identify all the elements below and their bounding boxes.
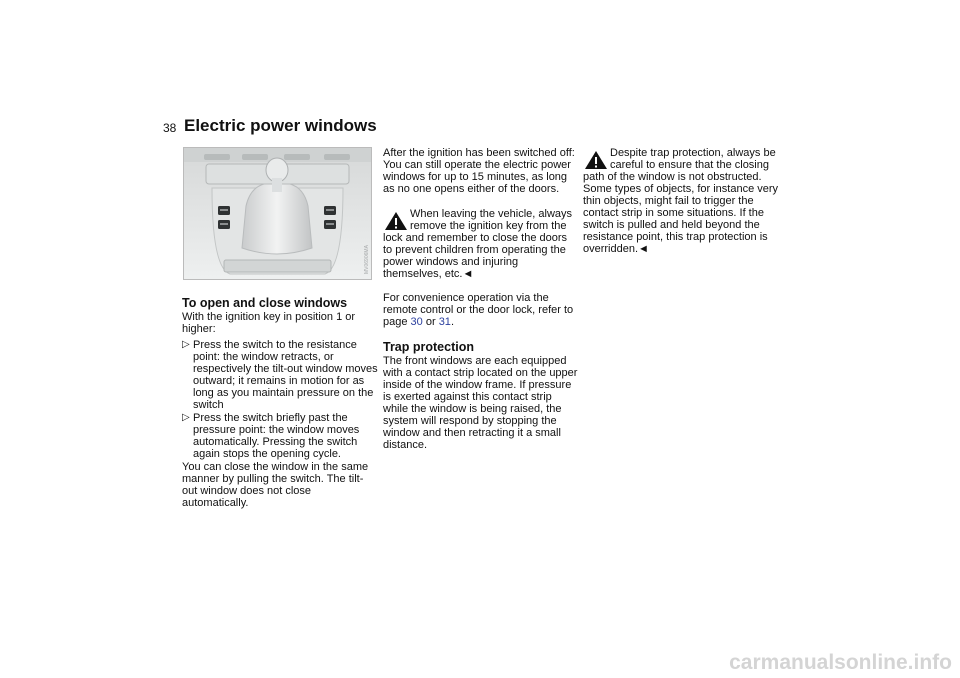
warning-key-note xyxy=(383,208,579,280)
list-item xyxy=(182,412,378,460)
image-code: MV06906MA xyxy=(364,245,370,274)
heading-open-close: To open and close windows xyxy=(182,296,348,310)
page-link-30[interactable]: 30 xyxy=(410,316,423,328)
convenience-between: or xyxy=(422,316,439,328)
bullet-text: Press the switch to the resistance point: the window retracts, or respectively the tilt-out window moves outward; it remains in motion for as long as you maintain pressure on the switch xyxy=(193,339,378,411)
warning-key-rest-line xyxy=(383,232,579,280)
warning-triangle-icon xyxy=(583,149,609,171)
page-number: 38 xyxy=(163,121,177,135)
trap-protection-text: The front windows are each equipped with a contact strip located on the upper inside of the window frame. If pressure is exerted against this contact strip while the window is being raised, the system will respond by stopping the window and then retracting it a small distance. xyxy=(383,355,578,451)
column-trap-warning xyxy=(583,147,779,267)
end-mark-icon: ◄ xyxy=(638,243,649,255)
warning-key-first: When leaving the vehicle, always remove the ignition key from the xyxy=(410,208,573,232)
convenience-after: . xyxy=(450,316,454,328)
convenience-before: For convenience operation via the remote control or the door lock, refer to page xyxy=(383,292,574,328)
warning-trap-first: Despite trap protection, always be careful to ensure that the closing xyxy=(610,147,776,171)
list-item xyxy=(182,339,378,411)
console-illustration xyxy=(184,148,371,279)
center-console-photo xyxy=(183,147,372,280)
convenience-text xyxy=(383,292,579,328)
after-ignition-text: After the ignition has been switched off: You can still operate the electric power windows for up to 15 minutes, as long as no one opens either of the doors. xyxy=(383,147,575,195)
watermark: carmanualsonline.info xyxy=(729,651,952,674)
page-title: Electric power windows xyxy=(184,116,377,135)
column-open-close xyxy=(182,296,378,509)
page-link-31[interactable]: 31 xyxy=(438,316,451,328)
warning-trap-rest-line xyxy=(583,171,779,255)
open-close-intro: With the ignition key in position 1 or higher: xyxy=(182,311,356,335)
end-mark-icon: ◄ xyxy=(462,268,474,280)
heading-trap-protection: Trap protection xyxy=(383,340,474,354)
bullet-arrow-icon: ▷ xyxy=(182,412,190,423)
warning-trap-note xyxy=(583,147,779,255)
warning-trap-rest: path of the window is not obstructed. Some types of objects, for instance very thin objects, might fail to trigger the contact strip in some situations. If the switch is pulled and held beyond the resistance point, this trap protection is overridden. xyxy=(583,171,779,255)
bullet-arrow-icon: ▷ xyxy=(182,339,190,350)
close-note: You can close the window in the same manner by pulling the switch. The tilt-out window does not close automatically. xyxy=(182,461,369,509)
warning-triangle-icon xyxy=(383,210,409,232)
bullet-text: Press the switch briefly past the pressure point: the window moves automatically. Pressing the switch again stops the opening cycle. xyxy=(193,412,360,460)
column-after-ignition xyxy=(383,147,579,451)
warning-key-rest: lock and remember to close the doors to prevent children from operating the power windows and injuring themselves, etc. xyxy=(383,232,568,280)
